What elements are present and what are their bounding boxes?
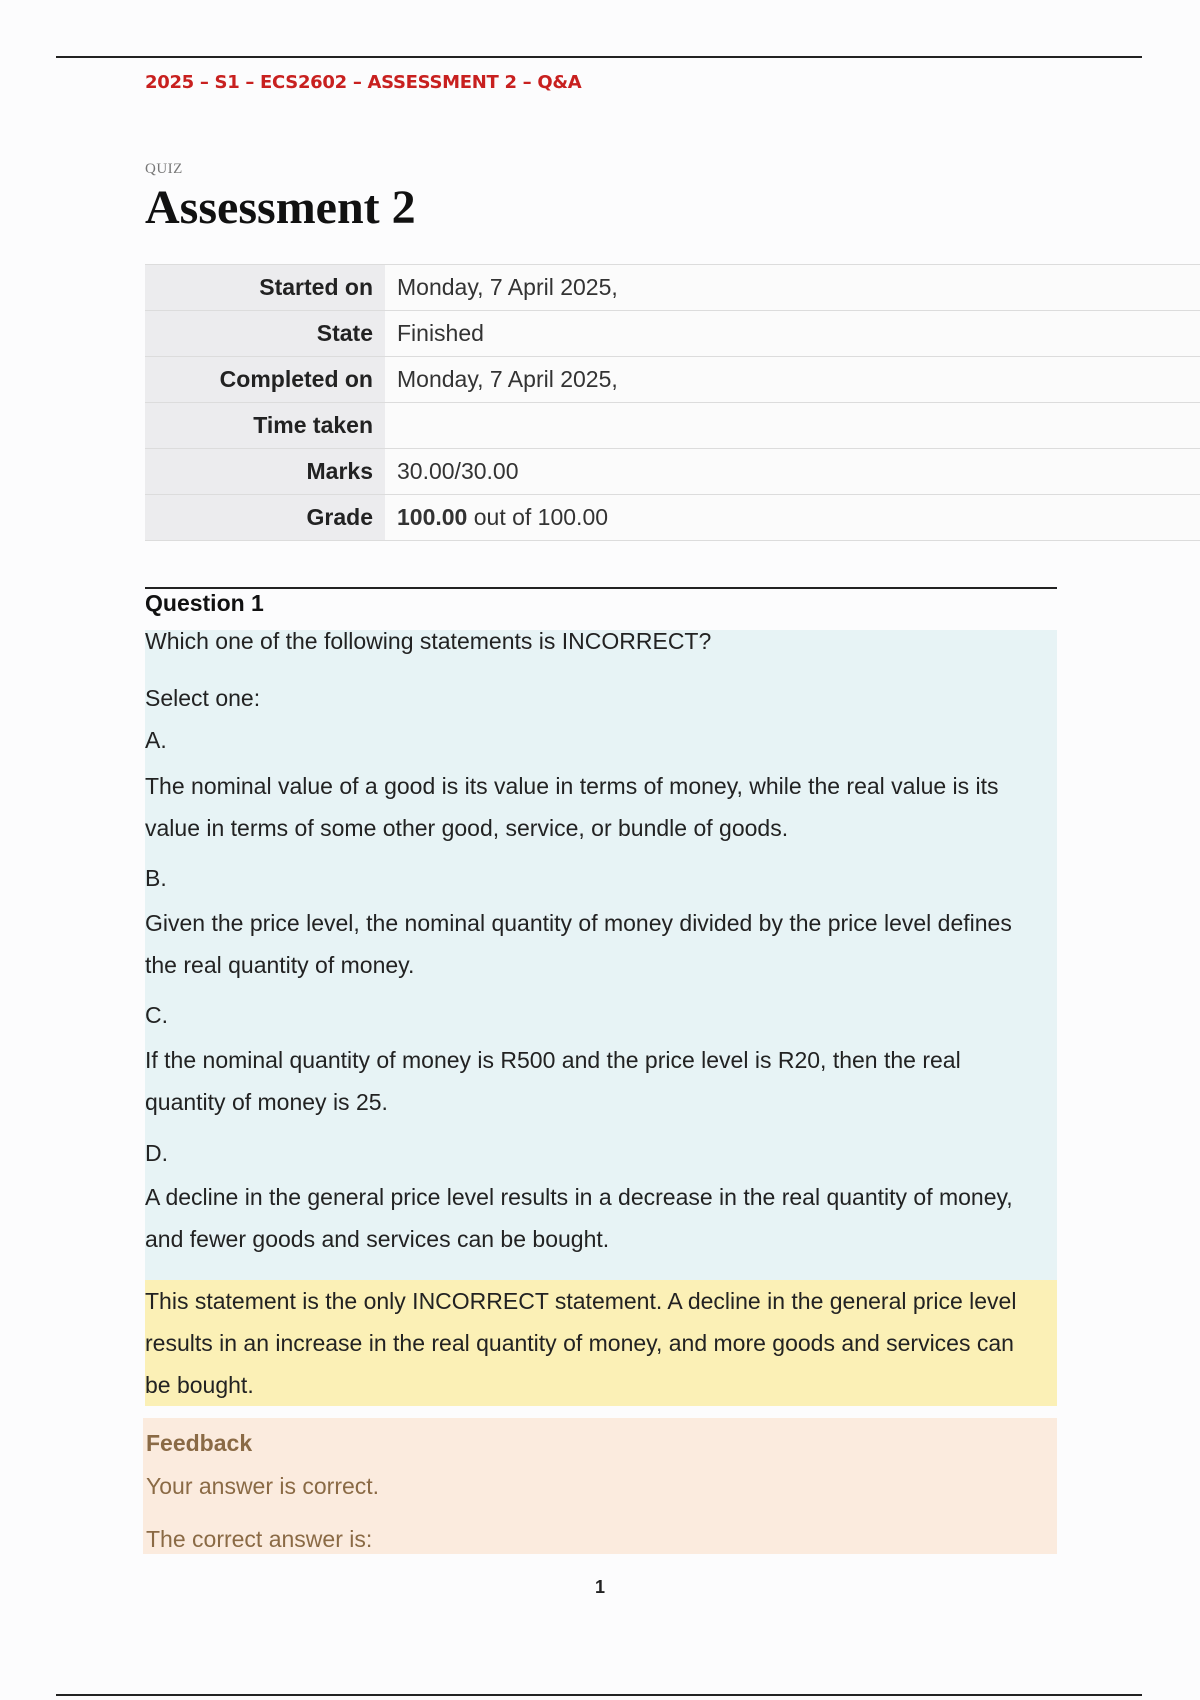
option-letter: B. [145,865,167,891]
select-one-label: Select one: [145,685,261,711]
answer-explanation [145,1280,1057,1406]
document-header-title: 2025 – S1 – ECS2602 – ASSESSMENT 2 – Q&A [145,72,582,93]
option-text: A decline in the general price level results in a decrease in the real quantity of money, and fewer goods and services can be bought. [145,1184,1013,1252]
grade-value: 100.00 [397,504,468,530]
summary-value: Monday, 7 April 2025, [385,357,1200,403]
summary-row [145,449,1200,495]
summary-label: Marks [145,449,385,495]
page-number: 1 [594,1577,605,1597]
correct-answer-label: The correct answer is: [146,1526,373,1552]
grade-out-of: out of 100.00 [467,504,609,530]
summary-row [145,311,1200,357]
summary-value [385,495,1200,541]
quiz-label: QUIZ [145,161,183,177]
top-rule [56,56,1142,58]
page-title: Assessment 2 [145,181,416,234]
summary-label: Grade [145,495,385,541]
summary-row [145,495,1200,541]
option-letter: A. [145,727,167,753]
feedback-heading: Feedback [146,1430,253,1456]
explanation-text: This statement is the only INCORRECT statement. A decline in the general price level results in an increase in the real quantity of money, and more goods and services can be bought. [145,1288,1017,1398]
summary-row [145,357,1200,403]
feedback-panel [143,1418,1057,1554]
summary-value: 30.00/30.00 [385,449,1200,495]
option-letter: D. [145,1140,168,1166]
summary-label: Started on [145,265,385,311]
bottom-rule [56,1694,1142,1696]
summary-value: Finished [385,311,1200,357]
option-text: The nominal value of a good is its value in terms of money, while the real value is its value in terms of some other good, service, or bundle of goods. [145,773,999,841]
summary-label: Time taken [145,403,385,449]
summary-row [145,265,1200,311]
question-body [145,630,1057,1280]
feedback-result: Your answer is correct. [146,1473,380,1499]
summary-label: Completed on [145,357,385,403]
question-prompt: Which one of the following statements is INCORRECT? [145,628,712,654]
option-letter: C. [145,1002,168,1028]
question-heading: Question 1 [145,587,1057,617]
summary-value: Monday, 7 April 2025, [385,265,1200,311]
option-text: Given the price level, the nominal quantity of money divided by the price level defines the real quantity of money. [145,910,1012,978]
summary-row [145,403,1200,449]
summary-value [385,403,1200,449]
attempt-summary-table [145,264,1200,541]
summary-label: State [145,311,385,357]
option-text: If the nominal quantity of money is R500 and the price level is R20, then the real quantity of money is 25. [145,1047,961,1115]
